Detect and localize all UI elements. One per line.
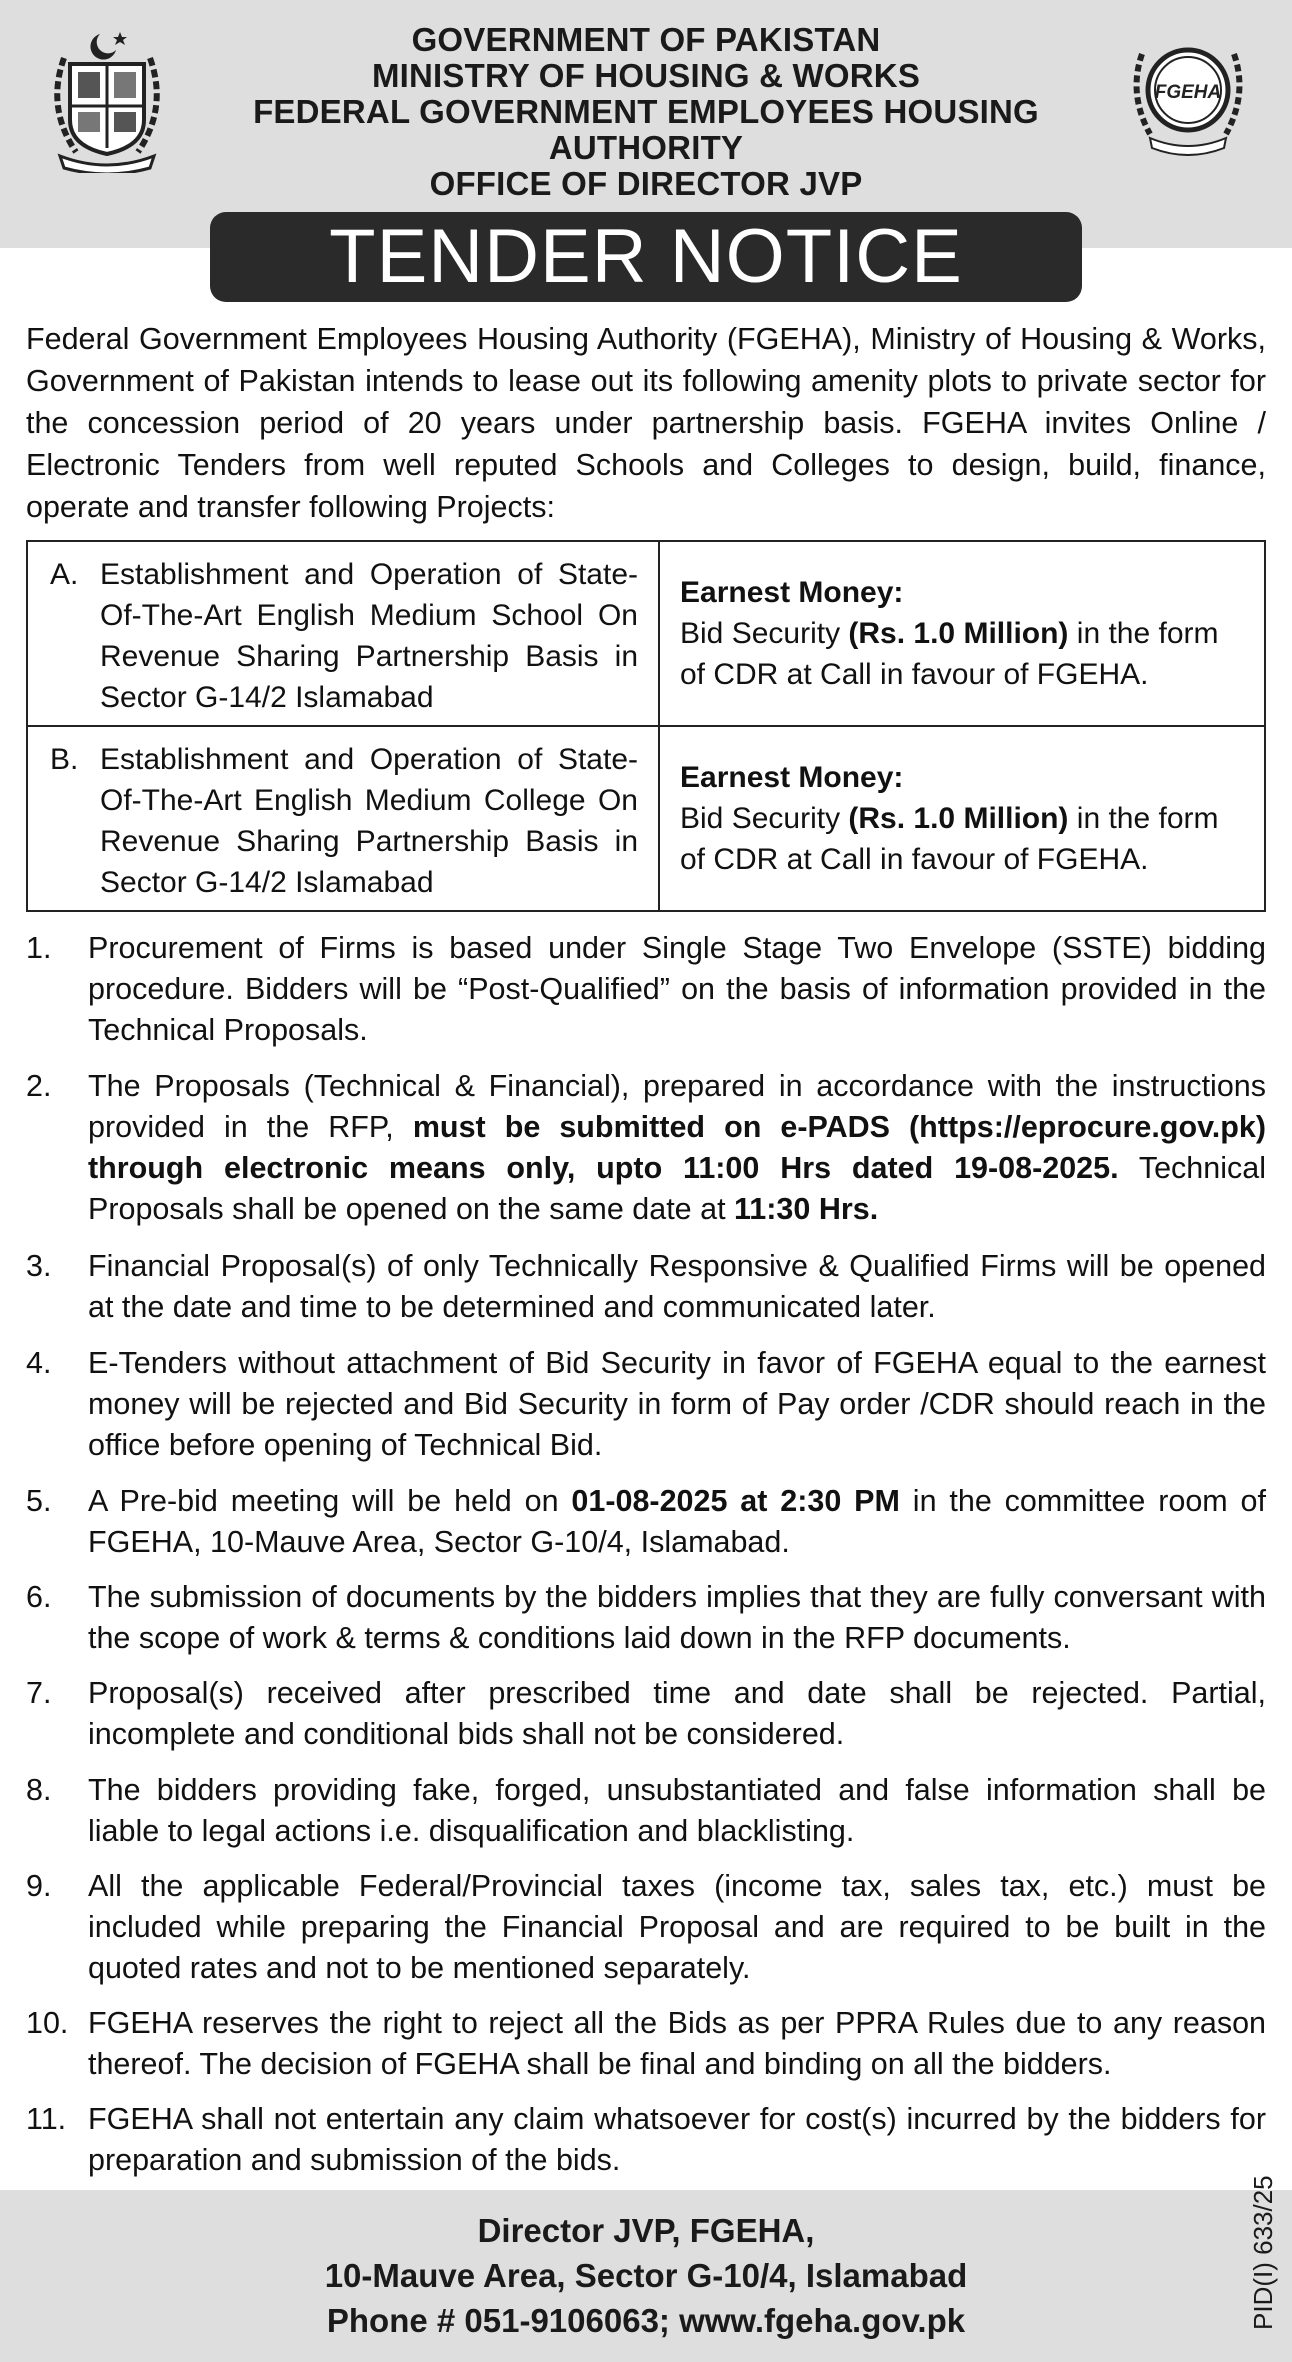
item-number: 7. (26, 1676, 52, 1710)
prebid-meeting-time: 01-08-2025 at 2:30 PM (571, 1484, 900, 1518)
header-line-ministry: MINISTRY OF HOUSING & WORKS (371, 57, 921, 94)
pid-reference: PID(I) 633/25 (1248, 2175, 1278, 2330)
item-text: All the applicable Federal/Provincial taxes (income tax, sales tax, etc.) must be included while preparing the Financial Proposal and are required to be built in the quoted rates and not to be mentioned separately. (88, 1869, 1266, 1985)
list-item (26, 1343, 1266, 1466)
bid-security-text (680, 798, 1250, 880)
header-band (0, 0, 1292, 248)
item-text (88, 1481, 1266, 1563)
list-item (26, 2099, 1266, 2181)
list-item (26, 928, 1266, 1051)
project-description-cell (28, 542, 660, 725)
list-item (26, 1866, 1266, 1989)
contact-address: 10-Mauve Area, Sector G-10/4, Islamabad (324, 2257, 968, 2294)
project-description-cell (28, 727, 660, 910)
bid-security-prefix: Bid Security (680, 802, 849, 835)
project-letter: A. (50, 558, 79, 591)
contact-block (100, 2208, 1192, 2343)
logo-text: FGEHA (1154, 82, 1222, 103)
item-text-part: Technical Proposals shall be opened on the same date at (88, 1151, 1266, 1226)
item-text: Procurement of Firms is based under Single Stage Two Envelope (SSTE) bidding procedure. Bidders will be “Post-Qualified” on the basis of information provided in the Technical Proposals. (88, 931, 1266, 1047)
state-emblem-icon (38, 28, 176, 173)
header-line-office: OFFICE OF DIRECTOR JVP (429, 165, 863, 202)
project-letter: B. (50, 743, 79, 776)
bid-security-text (680, 613, 1250, 695)
item-text: Proposal(s) received after prescribed time and date shall be rejected. Partial, incomplete and conditional bids shall not be considered. (88, 1676, 1266, 1751)
bid-security-prefix: Bid Security (680, 617, 849, 650)
table-row (28, 542, 1264, 727)
bid-security-suffix: in the form of CDR at Call in favour of FGEHA. (680, 617, 1219, 691)
item-number: 8. (26, 1773, 52, 1807)
item-text-part: The Proposals (Technical & Financial), prepared in accordance with the instructions provided in the RFP, (88, 1069, 1266, 1144)
item-number: 6. (26, 1580, 52, 1614)
project-description: Establishment and Operation of State-Of-The-Art English Medium School On Revenue Sharing Partnership Basis in Sector G-14/2 Islamabad (100, 558, 638, 714)
item-number: 3. (26, 1249, 52, 1283)
list-item (26, 2003, 1266, 2085)
item-text: E-Tenders without attachment of Bid Security in favor of FGEHA equal to the earnest money will be rejected and Bid Security in form of Pay order /CDR should reach in the office before opening of Technical Bid. (88, 1346, 1266, 1462)
item-number: 1. (26, 931, 52, 965)
list-item (26, 1673, 1266, 1755)
item-number: 5. (26, 1484, 52, 1518)
item-number: 4. (26, 1346, 52, 1380)
list-item (26, 1481, 1266, 1563)
item-text: FGEHA reserves the right to reject all the Bids as per PPRA Rules due to any reason thereof. The decision of FGEHA shall be final and binding on all the bidders. (88, 2006, 1266, 2081)
list-item (26, 1770, 1266, 1852)
item-text-part: in the committee room of FGEHA, 10-Mauve Area, Sector G-10/4, Islamabad. (88, 1484, 1266, 1559)
item-number: 2. (26, 1069, 52, 1103)
earnest-money-heading: Earnest Money: (680, 761, 904, 794)
fgeha-logo-icon (1128, 34, 1248, 156)
list-item (26, 1066, 1266, 1230)
list-item (26, 1246, 1266, 1328)
list-item (26, 1577, 1266, 1659)
project-description: Establishment and Operation of State-Of-The-Art English Medium College On Revenue Sharing Partnership Basis in Sector G-14/2 Islamabad (100, 743, 638, 899)
item-number: 10. (26, 2006, 69, 2040)
header-line-government: GOVERNMENT OF PAKISTAN (411, 21, 881, 58)
contact-designation: Director JVP, FGEHA, (477, 2212, 815, 2249)
item-text: The bidders providing fake, forged, unsubstantiated and false information shall be liable to legal actions i.e. disqualification and blacklisting. (88, 1773, 1266, 1848)
earnest-money-cell (660, 542, 1264, 725)
table-row (28, 727, 1264, 910)
page-title: TENDER NOTICE (210, 212, 1082, 302)
footer-band (0, 2190, 1292, 2362)
earnest-money-heading: Earnest Money: (680, 576, 904, 609)
earnest-money-cell (660, 727, 1264, 910)
item-text-part: A Pre-bid meeting will be held on (88, 1484, 572, 1518)
item-text: The submission of documents by the bidders implies that they are fully conversant with the scope of work & terms & conditions laid down in the RFP documents. (88, 1580, 1266, 1655)
item-text: FGEHA shall not entertain any claim whatsoever for cost(s) incurred by the bidders for preparation and submission of the bids. (88, 2102, 1266, 2177)
projects-table (26, 540, 1266, 912)
intro-paragraph: Federal Government Employees Housing Authority (FGEHA), Ministry of Housing & Works, Government of Pakistan intends to lease out its following amenity plots to private sector for the concession period of 20 years under partnership basis. FGEHA invites Online / Electronic Tenders from well reputed Schools and Colleges to design, build, finance, operate and transfer following Projects: (26, 322, 1266, 524)
item-text: Financial Proposal(s) of only Technically Responsive & Qualified Firms will be opened at the date and time to be determined and communicated later. (88, 1249, 1266, 1324)
bid-security-amount: (Rs. 1.0 Million) (848, 617, 1069, 650)
contact-phone-web: Phone # 051-9106063; www.fgeha.gov.pk (326, 2302, 966, 2339)
opening-time: 11:30 Hrs. (734, 1192, 879, 1226)
item-number: 9. (26, 1869, 52, 1903)
header-line-authority: FEDERAL GOVERNMENT EMPLOYEES HOUSING AUTHORITY (253, 93, 1039, 166)
item-text (88, 1066, 1266, 1230)
header-title-block (200, 22, 1092, 202)
item-number: 11. (26, 2102, 67, 2136)
bid-security-amount: (Rs. 1.0 Million) (848, 802, 1069, 835)
submission-deadline: must be submitted on e-PADS (https://eprocure.gov.pk) through electronic means only, upto 11:00 Hrs dated 19-08-2025. (88, 1110, 1266, 1185)
bid-security-suffix: in the form of CDR at Call in favour of FGEHA. (680, 802, 1219, 876)
